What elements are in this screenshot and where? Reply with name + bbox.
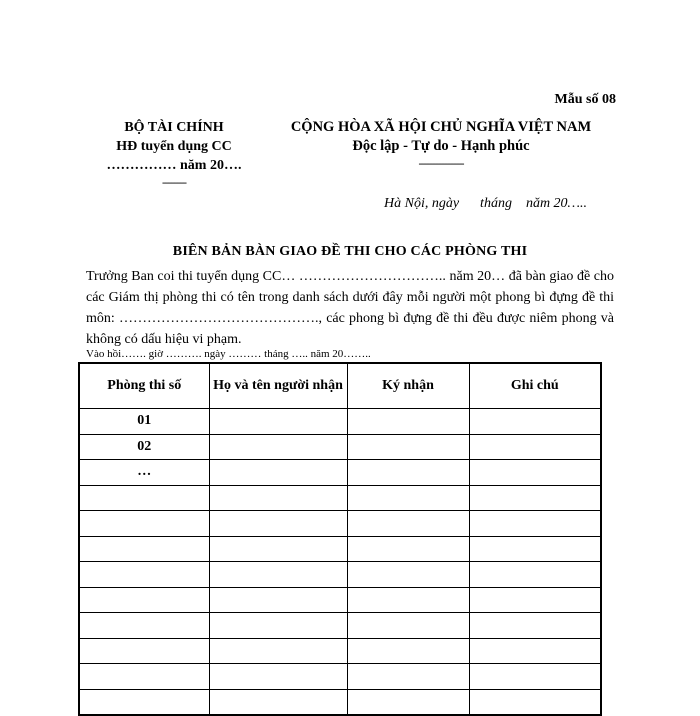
- council-name: HĐ tuyển dụng CC: [116, 139, 232, 154]
- national-motto: Độc lập - Tự do - Hạnh phúc: [352, 138, 530, 154]
- room-number-cell: [79, 511, 209, 537]
- document-title: BIÊN BẢN BÀN GIAO ĐỀ THI CHO CÁC PHÒNG THI: [172, 244, 528, 259]
- table-row: [79, 536, 601, 562]
- notes-cell: [469, 536, 601, 562]
- notes-cell: [469, 562, 601, 588]
- country-name: CỘNG HÒA XÃ HỘI CHỦ NGHĨA VIỆT NAM: [290, 119, 592, 135]
- room-number-cell: 02: [79, 434, 209, 460]
- agency-name: BỘ TÀI CHÍNH: [124, 120, 224, 135]
- signature-cell: [347, 434, 469, 460]
- table-row: [79, 689, 601, 715]
- table-row: [79, 511, 601, 537]
- header-rule-right: ---------------: [418, 156, 464, 170]
- recipient-name-cell: [209, 664, 347, 690]
- signature-cell: [347, 485, 469, 511]
- room-number-cell: [79, 587, 209, 613]
- signature-cell: [347, 460, 469, 486]
- col-room-number: Phòng thi số: [79, 363, 209, 409]
- room-number-cell: [79, 562, 209, 588]
- issuing-agency-header: [88, 118, 260, 189]
- table-row: [79, 434, 601, 460]
- table-row: [79, 587, 601, 613]
- form-number: Mẫu số 08: [554, 92, 616, 107]
- room-number-cell: [79, 638, 209, 664]
- notes-cell: [469, 587, 601, 613]
- recipient-name-cell: [209, 562, 347, 588]
- table-row: [79, 460, 601, 486]
- council-year: …………… năm 20….: [106, 158, 242, 173]
- handover-table: [78, 362, 602, 716]
- table-header-row: [79, 363, 601, 409]
- notes-cell: [469, 613, 601, 639]
- recipient-name-cell: [209, 511, 347, 537]
- signature-cell: [347, 638, 469, 664]
- recipient-name-cell: [209, 689, 347, 715]
- signature-cell: [347, 562, 469, 588]
- notes-cell: [469, 409, 601, 435]
- recipient-name-cell: [209, 638, 347, 664]
- recipient-name-cell: [209, 587, 347, 613]
- recipient-name-cell: [209, 460, 347, 486]
- col-recipient-name: Họ và tên người nhận: [209, 363, 347, 409]
- notes-cell: [469, 434, 601, 460]
- handover-paragraph: Trưởng Ban coi thi tuyển dụng CC… ………………………….. năm 20… đã bàn giao đề cho các Giám thị phòng thi có tên trong danh sách dưới đây mỗi người một phong bì đựng đề thi môn: ……………………………………., các phong bì đựng đề thi đều được niêm phong và không có dấu hiệu vi phạm.: [86, 269, 614, 347]
- table-row: [79, 409, 601, 435]
- notes-cell: [469, 664, 601, 690]
- recipient-name-cell: [209, 409, 347, 435]
- signature-cell: [347, 613, 469, 639]
- table-row: [79, 638, 601, 664]
- room-number-cell: 01: [79, 409, 209, 435]
- table-row: [79, 664, 601, 690]
- table-row: [79, 562, 601, 588]
- recipient-name-cell: [209, 536, 347, 562]
- national-motto-header: [268, 118, 614, 170]
- signature-cell: [347, 664, 469, 690]
- recipient-name-cell: [209, 485, 347, 511]
- recipient-name-cell: [209, 434, 347, 460]
- room-number-cell: [79, 613, 209, 639]
- signature-cell: [347, 511, 469, 537]
- recipient-name-cell: [209, 613, 347, 639]
- signature-cell: [347, 409, 469, 435]
- notes-cell: [469, 511, 601, 537]
- room-number-cell: [79, 485, 209, 511]
- signature-cell: [347, 536, 469, 562]
- signature-cell: [347, 587, 469, 613]
- col-signature: Ký nhận: [347, 363, 469, 409]
- room-number-cell: [79, 536, 209, 562]
- notes-cell: [469, 638, 601, 664]
- place-date: Hà Nội, ngày tháng năm 20…..: [384, 196, 587, 211]
- notes-cell: [469, 460, 601, 486]
- table-row: [79, 485, 601, 511]
- notes-cell: [469, 689, 601, 715]
- table-row: [79, 613, 601, 639]
- col-notes: Ghi chú: [469, 363, 601, 409]
- signature-cell: [347, 689, 469, 715]
- room-number-cell: …: [79, 460, 209, 486]
- room-number-cell: [79, 664, 209, 690]
- notes-cell: [469, 485, 601, 511]
- table-body: [79, 409, 601, 716]
- handover-time: Vào hồi……. giờ ………. ngày ……… tháng ….. năm 20……..: [86, 348, 371, 360]
- room-number-cell: [79, 689, 209, 715]
- header-rule-left: --------: [162, 175, 186, 189]
